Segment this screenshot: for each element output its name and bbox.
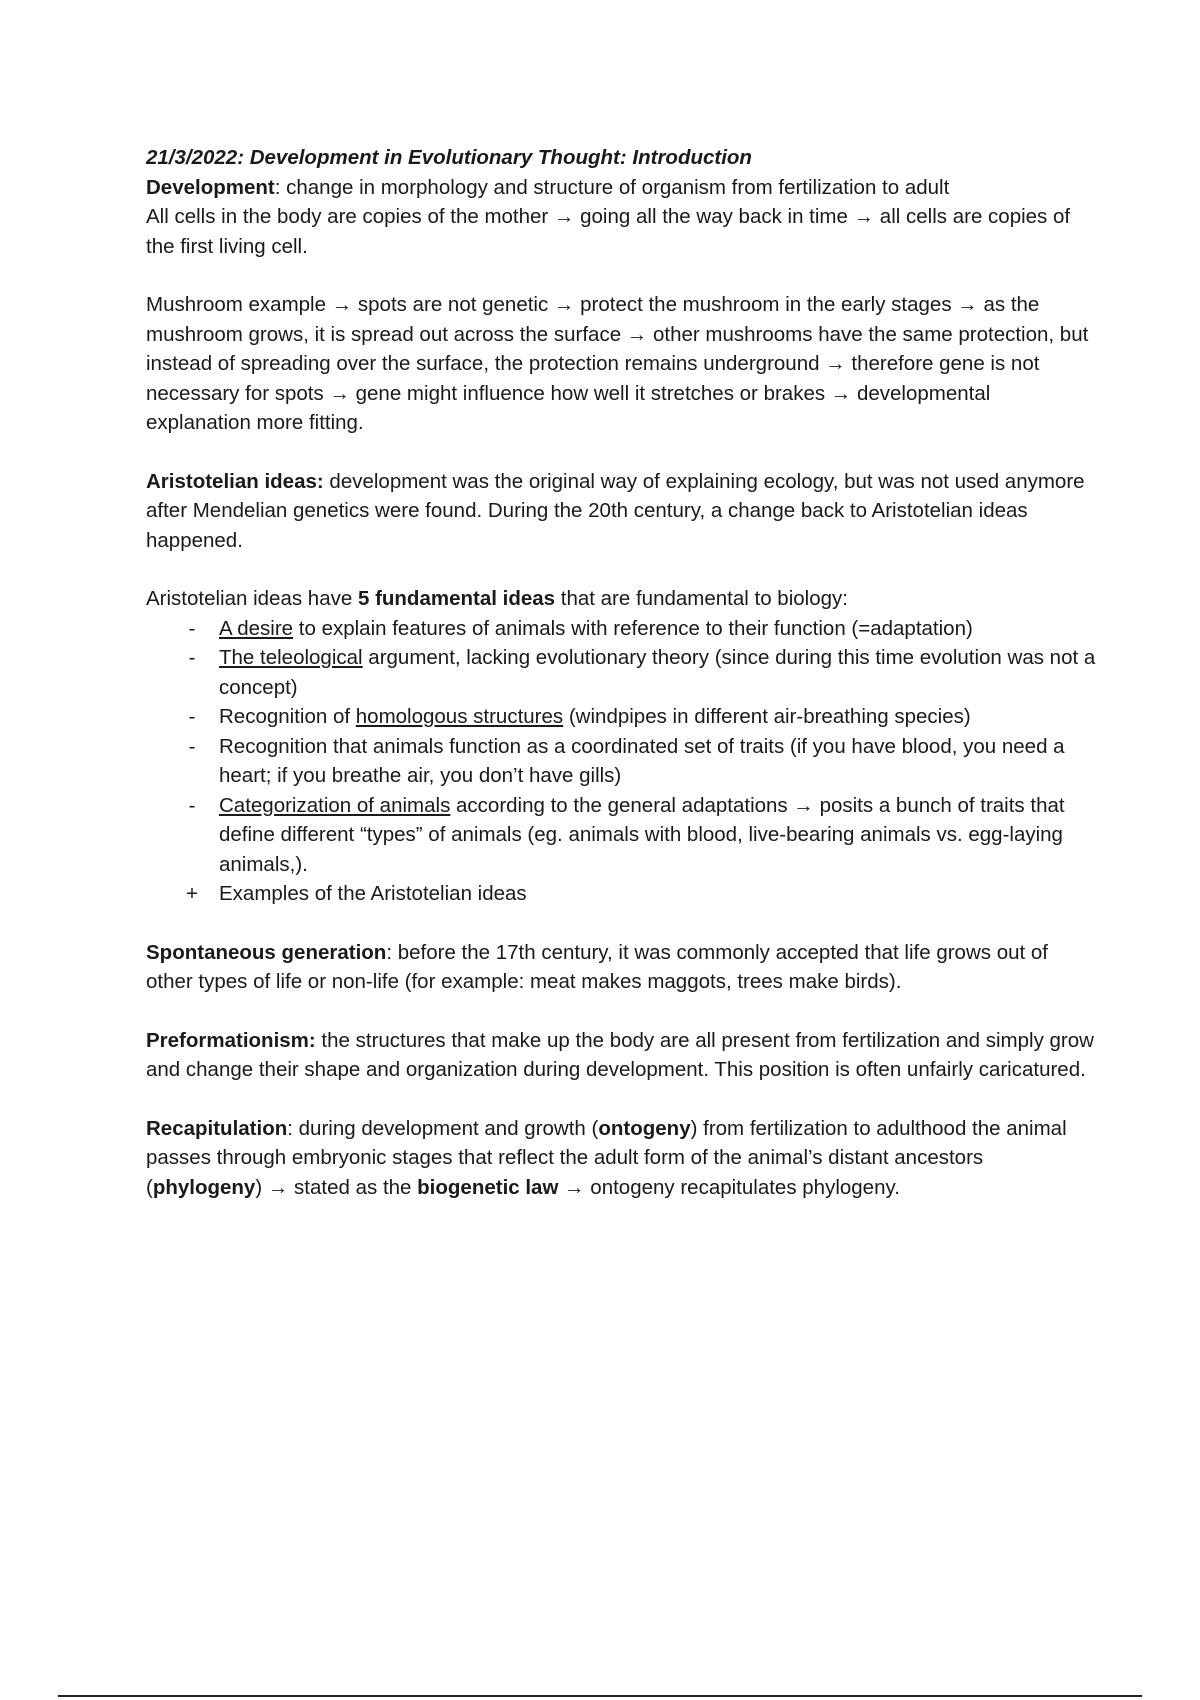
fundamental-ideas-intro: [146, 584, 1096, 614]
aristotelian-term: Aristotelian ideas:: [146, 469, 324, 493]
recap-text: ) → stated as the: [255, 1175, 418, 1199]
preformationism-term: Preformationism:: [146, 1028, 316, 1052]
dash-bullet: -: [188, 793, 196, 817]
item-text: argument, lacking evolutionary theory (since during this time evolution was not a concept): [219, 646, 1096, 699]
examples-item-text: Examples of the Aristotelian ideas: [219, 882, 527, 905]
dash-bullet: -: [188, 705, 196, 728]
list-item: [146, 791, 1096, 880]
aristotelian-text: development was the original way of explaining ecology, but was not used anymore after Mendelian genetics were found. During the 20th century, a change back to Aristotelian ideas happened.: [146, 469, 1085, 552]
development-definition: : change in morphology and structure of organism from fertilization to adult: [274, 175, 950, 199]
spontaneous-text: : before the 17th century, it was commonly accepted that life grows out of other types of life or non-life (for example: meat makes maggots, trees make birds).: [146, 940, 1048, 993]
spontaneous-term: Spontaneous generation: [146, 940, 387, 964]
document-page: [146, 143, 1096, 1202]
recapitulation-term: Recapitulation: [146, 1116, 288, 1140]
aristotelian-paragraph: [146, 467, 1096, 556]
item-underlined: Categorization of animals: [219, 793, 451, 817]
preformationism-paragraph: [146, 1026, 1096, 1085]
fundamental-bold: 5 fundamental ideas: [357, 587, 556, 610]
phylogeny-term: phylogeny: [152, 1175, 256, 1199]
list-item: [146, 702, 1096, 732]
development-cells-paragraph: All cells in the body are copies of the mother → going all the way back in time → all cells are copies of the first living cell.: [146, 205, 1071, 258]
dash-bullet: -: [188, 646, 196, 669]
item-underlined: homologous structures: [355, 705, 564, 728]
item-underlined: The teleological: [219, 646, 363, 669]
page-title: 21/3/2022: Development in Evolutionary Thought: Introduction: [146, 146, 752, 169]
fundamental-ideas-list: [146, 614, 1096, 880]
biogenetic-law-term: biogenetic law: [417, 1175, 559, 1199]
list-item: [146, 732, 1096, 791]
dash-bullet: -: [188, 616, 196, 640]
item-text: according to the general adaptations → posits a bunch of traits that define different “types” of animals (eg. animals with blood, live-bearing animals vs. egg-laying animals,).: [219, 793, 1065, 876]
development-paragraph: [146, 173, 1096, 203]
ontogeny-term: ontogeny: [598, 1116, 691, 1140]
fundamental-post: that are fundamental to biology:: [555, 587, 848, 610]
item-text: (windpipes in different air-breathing species): [563, 705, 971, 728]
list-item: [146, 614, 1096, 644]
list-item: [146, 879, 1096, 909]
footer-divider: [58, 1695, 1142, 1697]
recapitulation-paragraph: [146, 1114, 1096, 1203]
item-text: Recognition that animals function as a coordinated set of traits (if you have blood, you need a heart; if you breathe air, you don’t have gills): [219, 734, 1065, 787]
examples-list: [146, 879, 1096, 909]
item-text: Recognition of: [219, 705, 356, 728]
plus-bullet: +: [186, 882, 198, 905]
item-underlined: A desire: [219, 616, 294, 640]
development-term: Development: [146, 175, 275, 199]
recap-text: : during development and growth (: [287, 1116, 599, 1140]
spontaneous-generation-paragraph: [146, 938, 1096, 997]
recap-text: ) from fertilization to adulthood the animal passes through embryonic stages that reflect the adult form of the animal’s distant ancestors (: [146, 1116, 1067, 1199]
preformationism-text: the structures that make up the body are all present from fertilization and simply grow and change their shape and organization during development. This position is often unfairly caricatured.: [146, 1028, 1094, 1081]
dash-bullet: -: [188, 734, 196, 758]
mushroom-paragraph: Mushroom example → spots are not genetic → protect the mushroom in the early stages → as the mushroom grows, it is spread out across the surface → other mushrooms have the same protection, but instead of spreading over the surface, the protection remains underground → therefore gene is not necessary for spots → gene might influence how well it stretches or brakes → developmental explanation more fitting.: [146, 293, 1089, 434]
recap-text: → ontogeny recapitulates phylogeny.: [558, 1175, 900, 1199]
fundamental-pre: Aristotelian ideas have: [146, 587, 358, 610]
list-item: [146, 643, 1096, 702]
item-text: to explain features of animals with reference to their function (=adaptation): [293, 616, 973, 640]
